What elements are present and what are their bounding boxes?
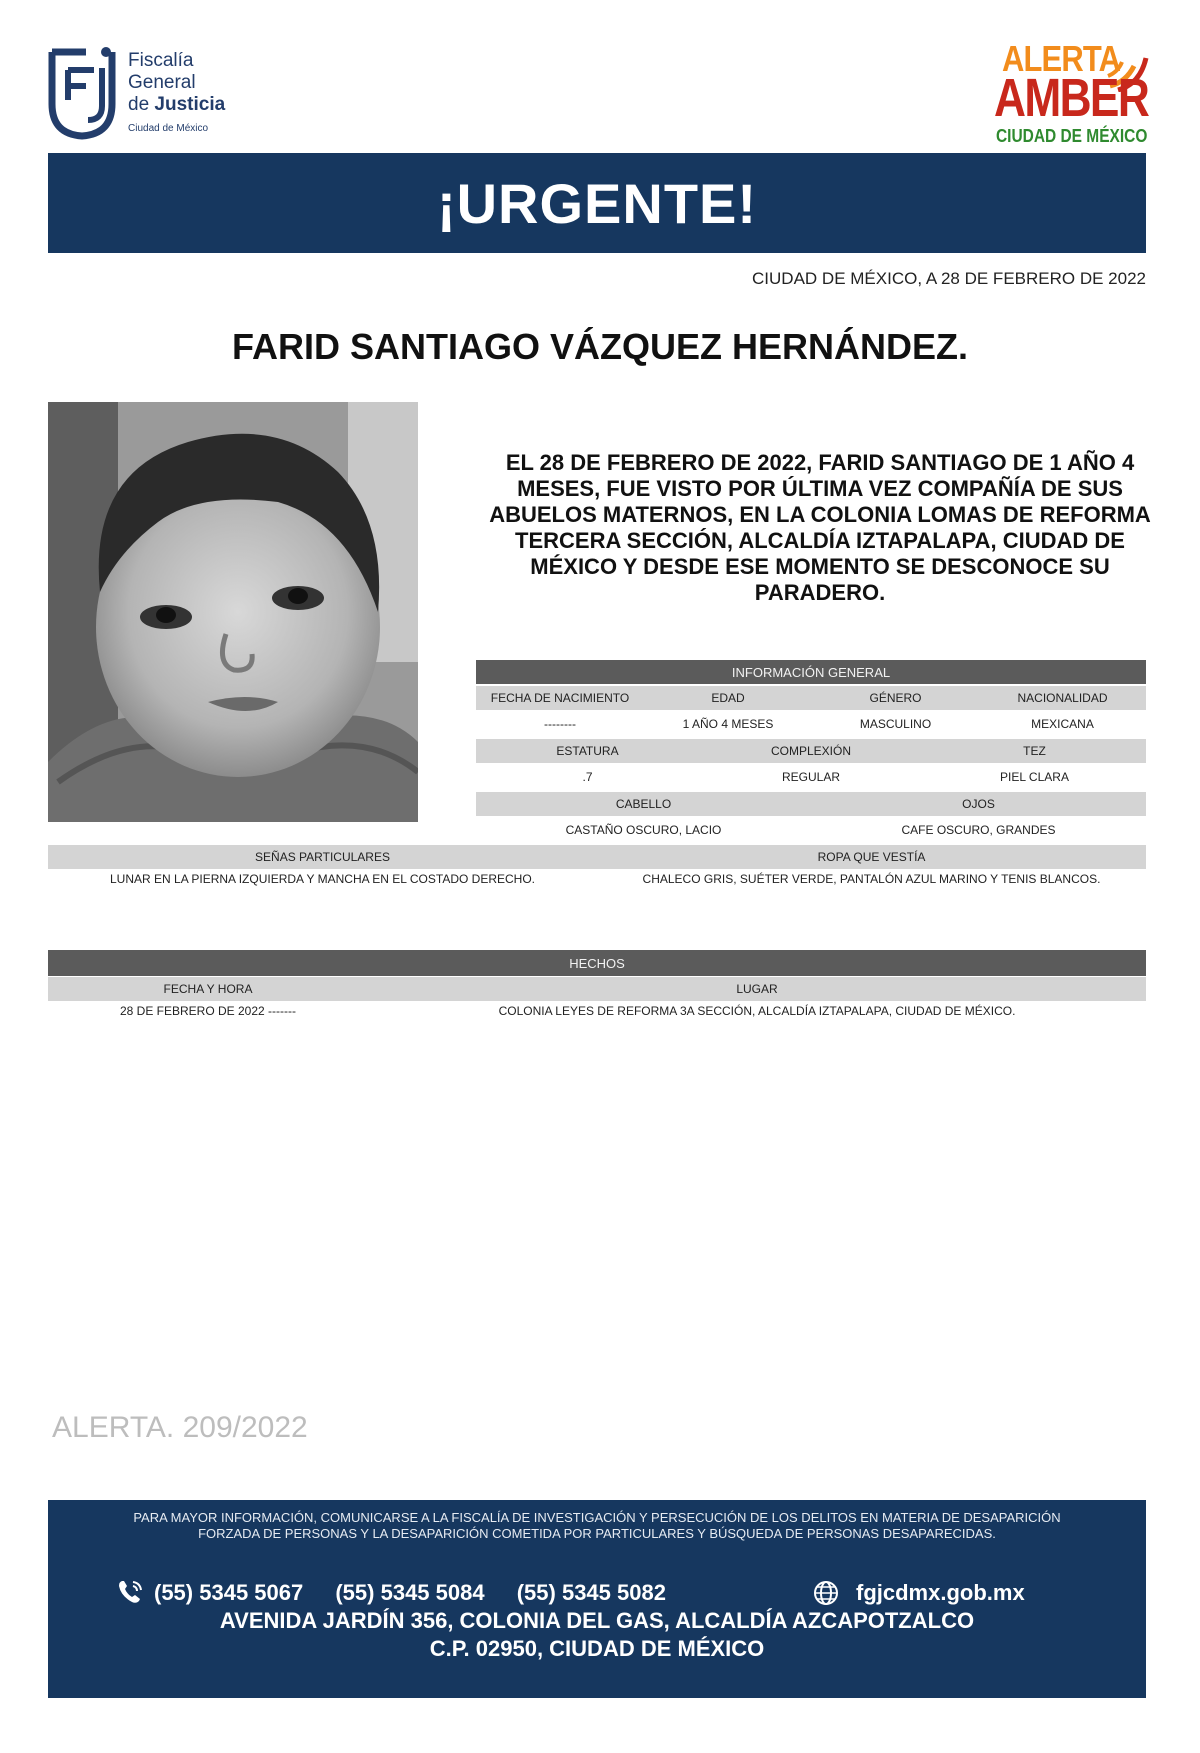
footer-phones <box>154 1580 692 1606</box>
phone-number-3[interactable]: (55) 5345 5082 <box>516 1580 666 1605</box>
contact-footer <box>48 1500 1146 1698</box>
hechos-headers <box>48 977 1146 1001</box>
phone-number-1[interactable]: (55) 5345 5067 <box>154 1580 304 1605</box>
info-general-title: INFORMACIÓN GENERAL <box>731 664 891 680</box>
hechos-values <box>48 1000 1146 1022</box>
fgj-line4: Ciudad de México <box>128 123 209 134</box>
footer-note-line1: PARA MAYOR INFORMACIÓN, COMUNICARSE A LA FISCALÍA DE INVESTIGACIÓN Y PERSECUCIÓN DE LOS DELITOS EN MATERIA DE DESAPARICIÓN <box>133 1510 1061 1525</box>
fgj-line3: de Justicia <box>128 94 226 115</box>
header-lugar: LUGAR <box>736 982 778 996</box>
header-cabello: CABELLO <box>615 797 672 811</box>
header-tez: TEZ <box>1023 744 1046 758</box>
disappearance-narrative: EL 28 DE FEBRERO DE 2022, FARID SANTIAGO DE 1 AÑO 4 MESES, FUE VISTO POR ÚLTIMA VEZ COMPAÑÍA DE SUS ABUELOS MATERNOS, EN LA COLONIA LOMAS DE REFORMA TERCERA SECCIÓN, ALCALDÍA IZTAPALAPA, CIUDAD DE MÉXICO Y DESDE ESE MOMENTO SE DESCONOCE SU PARADERO. <box>489 450 1151 605</box>
date-line: CIUDAD DE MÉXICO, A 28 DE FEBRERO DE 2022 <box>752 269 1146 288</box>
value-senas-particulares: LUNAR EN LA PIERNA IZQUIERDA Y MANCHA EN EL COSTADO DERECHO. <box>110 872 535 886</box>
fgj-line1: Fiscalía <box>128 50 194 71</box>
info-row2-values <box>476 765 1146 789</box>
amber-logo-line3: CIUDAD DE MÉXICO <box>996 126 1148 146</box>
phone-icon <box>116 1578 144 1606</box>
value-tez: PIEL CLARA <box>1000 770 1069 784</box>
website-link[interactable]: fgjcdmx.gob.mx <box>856 1580 1025 1605</box>
header-fecha-nacimiento: FECHA DE NACIMIENTO <box>490 691 630 705</box>
fgj-line2: General <box>128 72 196 93</box>
footer-address-line1: AVENIDA JARDÍN 356, COLONIA DEL GAS, ALCALDÍA AZCAPOTZALCO <box>219 1608 975 1633</box>
header-genero: GÉNERO <box>869 691 922 705</box>
missing-child-photo <box>48 402 418 822</box>
value-fecha-y-hora: 28 DE FEBRERO DE 2022 ------- <box>119 1004 297 1018</box>
info-row2-headers <box>476 739 1146 763</box>
senas-ropa-headers <box>48 845 1146 869</box>
header-ojos: OJOS <box>962 797 995 811</box>
footer-address-line2: C.P. 02950, CIUDAD DE MÉXICO <box>429 1636 765 1661</box>
value-edad: 1 AÑO 4 MESES <box>682 717 774 731</box>
info-row1-headers <box>476 686 1146 710</box>
header-estatura: ESTATURA <box>556 744 619 758</box>
value-ojos: CAFE OSCURO, GRANDES <box>901 823 1056 837</box>
hechos-header <box>48 950 1146 976</box>
urgente-banner <box>48 153 1146 253</box>
value-nacionalidad: MEXICANA <box>1031 717 1094 731</box>
value-ropa-que-vestia: CHALECO GRIS, SUÉTER VERDE, PANTALÓN AZUL MARINO Y TENIS BLANCOS. <box>642 872 1101 886</box>
globe-icon <box>810 1578 842 1608</box>
header-edad: EDAD <box>711 691 745 705</box>
value-lugar: COLONIA LEYES DE REFORMA 3A SECCIÓN, ALCALDÍA IZTAPALAPA, CIUDAD DE MÉXICO. <box>498 1004 1016 1018</box>
fgj-wordmark <box>128 50 225 136</box>
info-row3-values <box>476 818 1146 842</box>
info-row3-headers <box>476 792 1146 816</box>
senas-ropa-values <box>48 868 1146 890</box>
header-senas-particulares: SEÑAS PARTICULARES <box>255 850 390 864</box>
footer-note <box>48 1510 1146 1542</box>
header-complexion: COMPLEXIÓN <box>770 744 851 758</box>
alerta-amber-logo <box>988 38 1148 148</box>
fgj-logo <box>46 44 246 144</box>
value-genero: MASCULINO <box>859 717 932 731</box>
phone-number-2[interactable]: (55) 5345 5084 <box>335 1580 485 1605</box>
person-name: FARID SANTIAGO VÁZQUEZ HERNÁNDEZ. <box>231 326 968 367</box>
header-ropa-que-vestia: ROPA QUE VESTÍA <box>817 850 926 864</box>
value-fecha-nacimiento: -------- <box>544 717 576 731</box>
footer-note-line2: FORZADA DE PERSONAS Y LA DESAPARICIÓN COMETIDA POR PARTICULARES Y BÚSQUEDA DE PERSONAS DESAPARECIDAS. <box>198 1526 996 1541</box>
value-cabello: CASTAÑO OSCURO, LACIO <box>565 823 722 837</box>
value-estatura: .7 <box>582 770 593 784</box>
urgente-title: ¡URGENTE! <box>436 171 758 235</box>
value-complexion: REGULAR <box>781 770 840 784</box>
alert-number: ALERTA. 209/2022 <box>52 1411 308 1444</box>
header-nacionalidad: NACIONALIDAD <box>1017 691 1108 705</box>
amber-logo-line1: ALERTA <box>1002 38 1121 79</box>
hechos-title: HECHOS <box>569 955 625 971</box>
amber-logo-line2: AMBER <box>994 68 1149 128</box>
fgj-emblem-icon <box>46 46 118 142</box>
info-general-header <box>476 660 1146 684</box>
header-fecha-y-hora: FECHA Y HORA <box>163 982 253 996</box>
info-row1-values <box>476 712 1146 736</box>
